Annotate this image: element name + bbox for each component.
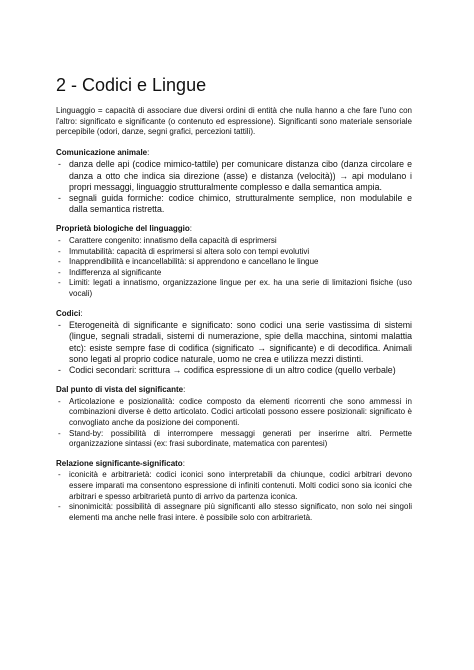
list-item: - Immutabilità: capacità di esprimersi si altera solo con tempi evolutivi <box>56 247 412 258</box>
list-item: - Eterogeneità di significante e significato: sono codici una serie vastissima di sistemi (lingue, segnali stradali, sistemi di numerazione, spie della macchina, sintomi malattia etc): esiste sempre fase di codifica (significato → significante) e di decodifica. Animali sono legati al proprio codice naturale, uomo ne crea e utilizza mezzi distinti. <box>56 320 412 365</box>
heading-colon: : <box>183 385 186 395</box>
list-item: - Articolazione e posizionalità: codice composto da elementi ricorrenti che sono ammessi in combinazioni diverse è detto articolato. Codici articolati possono essere posizionali: significato è convogliato anche da posizione dei componenti. <box>56 397 412 429</box>
list-proprieta-biologiche <box>56 236 412 300</box>
list-item: - Carattere congenito: innatismo della capacità di esprimersi <box>56 236 412 247</box>
page-title: 2 - Codici e Lingue <box>56 75 207 95</box>
list-item: - Codici secondari: scrittura → codifica espressione di un altro codice (quello verbale) <box>56 365 412 376</box>
list-item: - segnali guida formiche: codice chimico, strutturalmente semplice, non modulabile e dalla semantica ristretta. <box>56 193 412 215</box>
list-item: - Indifferenza al significante <box>56 268 412 279</box>
document-body <box>56 106 412 532</box>
heading-text: Relazione significante-significato <box>56 458 183 468</box>
intro-paragraph: Linguaggio = capacità di associare due diversi ordini di entità che nulla hanno a che fare l'uno con l'altro: significato e significante (o contenuto ed espressione). Significanti sono materiale sensoriale percepibile (odori, danze, segni grafici, percezioni tattili). <box>56 106 412 137</box>
section-heading-proprieta-biologiche <box>56 224 412 235</box>
section-heading-codici <box>56 309 412 320</box>
heading-colon: : <box>80 308 83 318</box>
list-item: - Stand-by: possibilità di interrompere messaggi generati per inserirne altri. Permette organizzazione sintassi (ex: frasi subordinate, matematica con parentesi) <box>56 429 412 450</box>
list-item: - sinonimicità: possibilità di assegnare più significanti allo stesso significato, non solo nei singoli elementi ma anche nelle frasi intere. è possibile solo con arbitrarietà. <box>56 502 412 523</box>
section-heading-relazione <box>56 459 412 470</box>
section-heading-comunicazione-animale <box>56 148 412 159</box>
list-item: - danza delle api (codice mimico-tattile) per comunicare distanza cibo (danza circolare e danza a otto che indica sia direzione (asse) e distanza (velocità)) → api modulano i propri messaggi, linguaggio strutturalmente complesso e dalla semantica ampia. <box>56 159 412 193</box>
list-codici <box>56 320 412 376</box>
list-significante <box>56 397 412 450</box>
section-heading-significante <box>56 385 412 396</box>
list-relazione <box>56 470 412 523</box>
list-item: - Inapprendibilità e incancellabilità: si apprendono e cancellano le lingue <box>56 257 412 268</box>
list-comunicazione-animale <box>56 159 412 215</box>
list-item: - iconicità e arbitrarietà: codici iconici sono interpretabili da chiunque, codici arbitrari devono essere imparati ma consentono espressione di infiniti contenuti. Molti codici sono sia iconici che arbitrari e spesso arbitrarietà punto di arrivo da partenza iconica. <box>56 470 412 502</box>
heading-colon: : <box>189 224 193 234</box>
heading-colon: : <box>182 458 185 468</box>
heading-colon: : <box>147 147 150 157</box>
heading-text: Codici <box>56 308 81 318</box>
heading-text: Dal punto di vista del significante <box>56 385 184 395</box>
heading-text: Proprietà biologiche del linguaggio <box>56 224 190 234</box>
heading-text: Comunicazione animale <box>56 147 148 157</box>
list-item: - Limiti: legati a innatismo, organizzazione lingue per ex. ha una serie di limitazioni fisiche (uso vocali) <box>56 278 412 299</box>
